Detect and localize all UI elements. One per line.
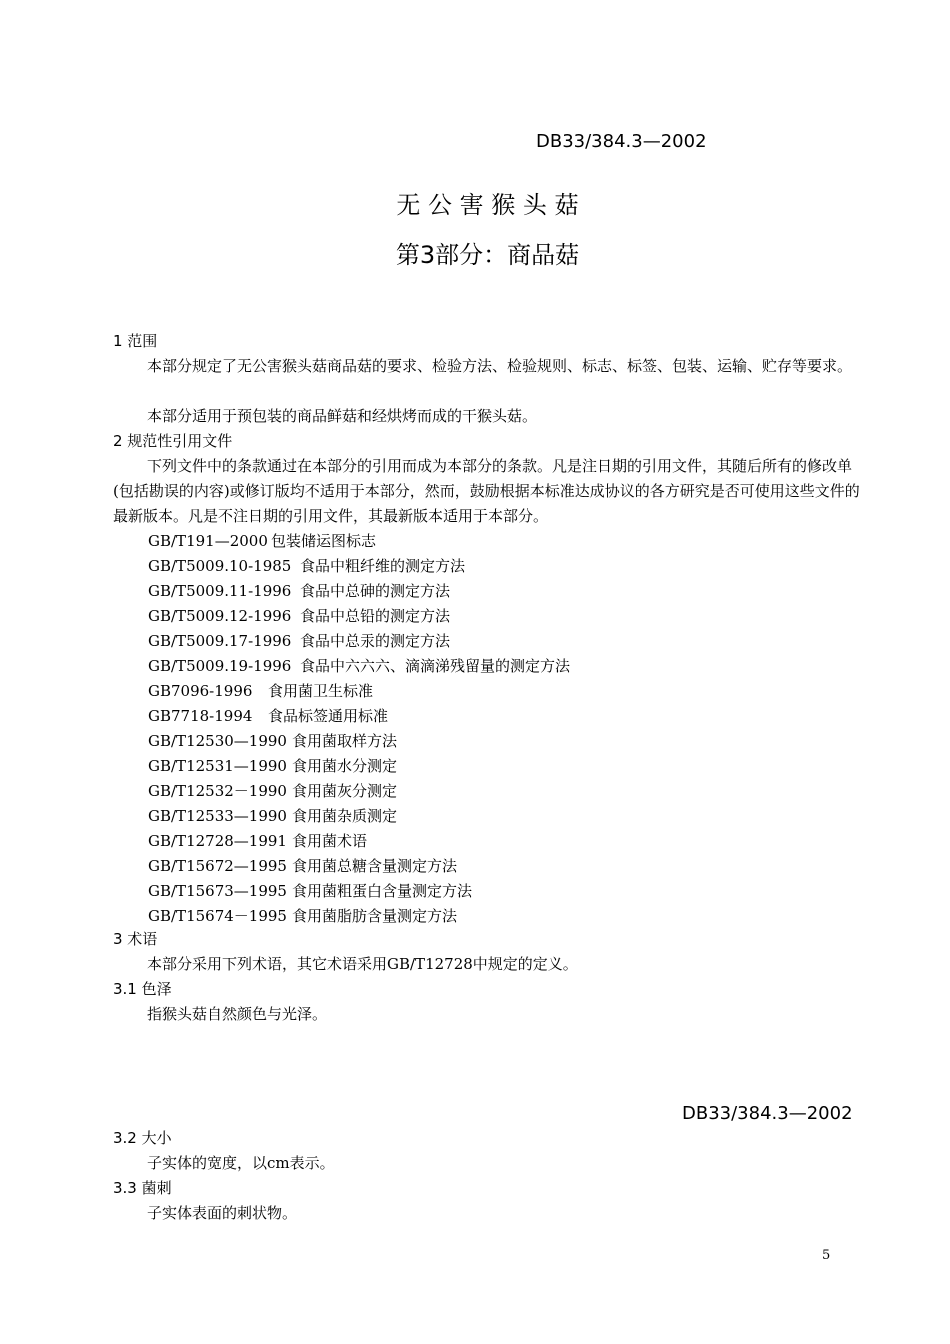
section-2-paragraph-1: 下列文件中的条款通过在本部分的引用而成为本部分的条款。凡是注日期的引用文件，其随后所有的修改单(包括勘误的内容)或修订版均不适用于本部分，然而，鼓励根据本标准达成协议的各方研究是否可使用这些文件的最新版本。凡是不注日期的引用文件，其最新版本适用于本部分。 <box>113 457 860 525</box>
reference-code: GB/T5009.11-1996 <box>148 582 292 600</box>
section-3-2-paragraph: 子实体的宽度，以cm表示。 <box>147 1154 335 1172</box>
reference-code: GB7096-1996 <box>148 682 253 700</box>
reference-title: 食用菌粗蛋白含量测定方法 <box>292 882 473 900</box>
reference-title: 食品中总汞的测定方法 <box>300 632 451 650</box>
reference-title: 食品中总铅的测定方法 <box>300 607 451 625</box>
reference-item <box>148 679 570 704</box>
reference-code: GB/T5009.10-1985 <box>148 557 292 575</box>
reference-item <box>148 629 570 654</box>
reference-item <box>148 754 570 779</box>
reference-code: GB/T15673—1995 <box>148 882 287 900</box>
reference-list <box>148 529 570 929</box>
reference-code: GB/T5009.12-1996 <box>148 607 292 625</box>
reference-code: GB/T5009.17-1996 <box>148 632 292 650</box>
reference-title: 包装储运图标志 <box>271 532 377 550</box>
reference-title: 食品标签通用标准 <box>268 707 389 725</box>
section-3-1-heading: 3.1 色泽 <box>113 980 172 998</box>
section-3-3-paragraph: 子实体表面的刺状物。 <box>147 1204 298 1222</box>
reference-title: 食品中总砷的测定方法 <box>300 582 451 600</box>
reference-title: 食用菌总糖含量测定方法 <box>292 857 458 875</box>
reference-code: GB/T12530—1990 <box>148 732 287 750</box>
reference-title: 食用菌卫生标准 <box>268 682 374 700</box>
reference-item <box>148 729 570 754</box>
reference-title: 食用菌灰分测定 <box>292 782 398 800</box>
section-3-2-heading: 3.2 大小 <box>113 1129 172 1147</box>
reference-item <box>148 529 570 554</box>
reference-item <box>148 829 570 854</box>
page-number: 5 <box>822 1248 831 1263</box>
reference-item <box>148 579 570 604</box>
section-3-heading: 3 术语 <box>113 930 158 948</box>
reference-code: GB/T12728—1991 <box>148 832 287 850</box>
section-3-3-heading: 3.3 菌刺 <box>113 1179 172 1197</box>
reference-title: 食用菌脂肪含量测定方法 <box>292 907 458 925</box>
reference-item <box>148 554 570 579</box>
document-title: 无 公 害 猴 头 菇 <box>396 191 579 219</box>
reference-code: GB7718-1994 <box>148 707 253 725</box>
reference-item <box>148 904 570 929</box>
reference-code: GB/T15672—1995 <box>148 857 287 875</box>
reference-title: 食用菌水分测定 <box>292 757 398 775</box>
reference-code: GB/T12531—1990 <box>148 757 287 775</box>
reference-item <box>148 604 570 629</box>
reference-title: 食用菌术语 <box>292 832 368 850</box>
section-3-paragraph-1: 本部分采用下列术语，其它术语采用GB/T12728中规定的定义。 <box>147 955 578 973</box>
reference-item <box>148 704 570 729</box>
reference-item <box>148 879 570 904</box>
reference-title: 食用菌取样方法 <box>292 732 398 750</box>
section-1-paragraph-2: 本部分适用于预包装的商品鲜菇和经烘烤而成的干猴头菇。 <box>147 407 538 425</box>
reference-code: GB/T15674－1995 <box>148 907 287 925</box>
reference-item <box>148 779 570 804</box>
reference-item <box>148 654 570 679</box>
document-code-header-2: DB33/384.3—2002 <box>682 1103 853 1124</box>
reference-code: GB/T191—2000 <box>148 532 268 550</box>
section-1-paragraph-1: 本部分规定了无公害猴头菇商品菇的要求、检验方法、检验规则、标志、标签、包装、运输、贮存等要求。 <box>147 357 853 375</box>
section-1-heading: 1 范围 <box>113 332 158 350</box>
reference-item <box>148 804 570 829</box>
reference-code: GB/T12532－1990 <box>148 782 287 800</box>
document-subtitle: 第3部分：商品菇 <box>395 241 580 269</box>
section-3-1-paragraph: 指猴头菇自然颜色与光泽。 <box>147 1005 328 1023</box>
section-2-heading: 2 规范性引用文件 <box>113 432 233 450</box>
document-code-header: DB33/384.3—2002 <box>536 131 707 152</box>
reference-title: 食用菌杂质测定 <box>292 807 398 825</box>
reference-code: GB/T5009.19-1996 <box>148 657 292 675</box>
reference-code: GB/T12533—1990 <box>148 807 287 825</box>
reference-title: 食品中六六六、滴滴涕残留量的测定方法 <box>300 657 571 675</box>
reference-title: 食品中粗纤维的测定方法 <box>300 557 466 575</box>
reference-item <box>148 854 570 879</box>
